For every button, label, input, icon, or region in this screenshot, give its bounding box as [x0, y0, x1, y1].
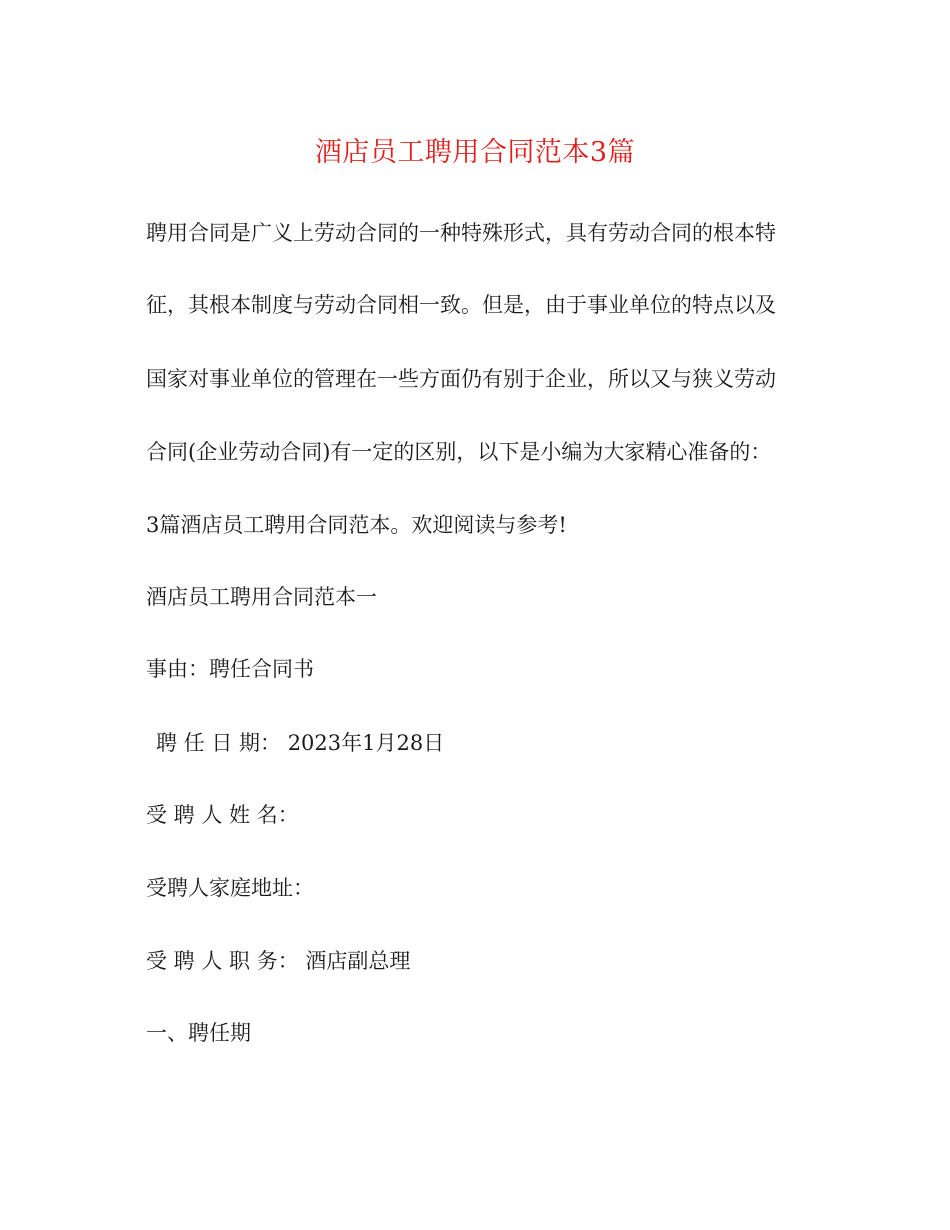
intro-line-2: 征，其根本制度与劳动合同相一致。但是，由于事业单位的特点以及: [146, 293, 776, 317]
intro-line-4: 合同(企业劳动合同)有一定的区别，以下是小编为大家精心准备的：: [146, 440, 772, 464]
clause-1-heading: 一、聘任期: [146, 1021, 251, 1045]
employee-address-line: 受聘人家庭地址：: [146, 876, 314, 900]
employee-name-line: 受 聘 人 姓 名：: [146, 803, 299, 827]
document-title: 酒店员工聘用合同范本3篇: [314, 137, 636, 168]
intro-line-3: 国家对事业单位的管理在一些方面仍有别于企业，所以又与狭义劳动: [146, 367, 776, 391]
hire-date-line: 聘 任 日 期： 2023年1月28日: [156, 731, 445, 755]
intro-line-1: 聘用合同是广义上劳动合同的一种特殊形式，具有劳动合同的根本特: [146, 221, 776, 245]
section-title: 酒店员工聘用合同范本一: [146, 585, 377, 609]
intro-line-5: 3篇酒店员工聘用合同范本。欢迎阅读与参考!: [146, 513, 567, 537]
employee-position-line: 受 聘 人 职 务： 酒店副总理: [146, 949, 411, 973]
subject-line: 事由：聘任合同书: [146, 657, 314, 681]
